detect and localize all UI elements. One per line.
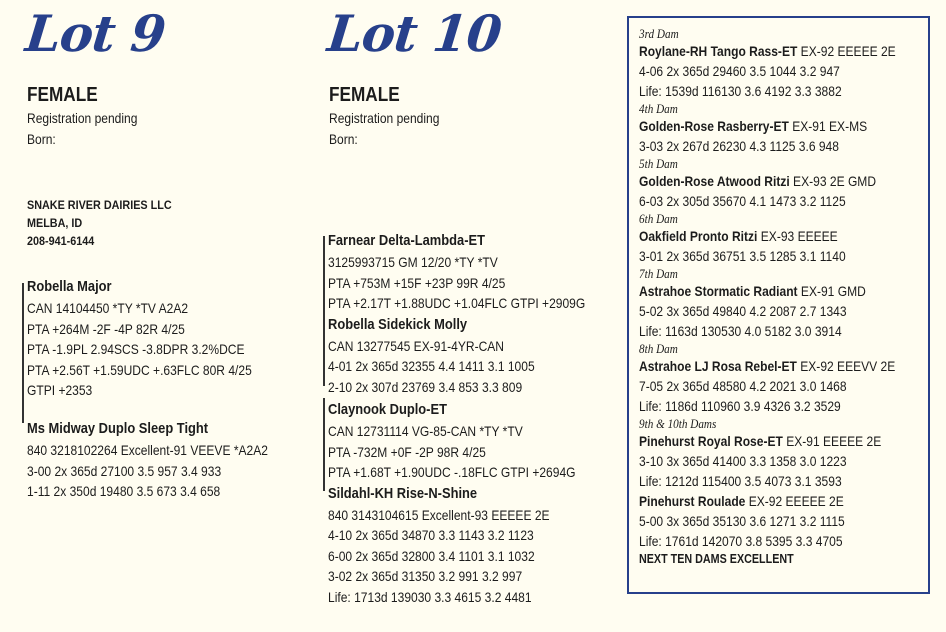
dam-name-text: Oakfield Pronto Ritzi bbox=[639, 228, 758, 244]
lot9-sire-block bbox=[27, 276, 252, 401]
dam-record: 3-03 2x 267d 26230 4.3 1125 3.6 948 bbox=[639, 138, 839, 154]
dam-record: 4-06 2x 365d 29460 3.5 1044 3.2 947 bbox=[639, 63, 840, 79]
pedigree-bracket bbox=[323, 398, 325, 491]
lot10-gdam-name: Sildahl-KH Rise-N-Shine bbox=[328, 484, 478, 502]
dam-name bbox=[639, 116, 896, 136]
dam-classification: EX-91 GMD bbox=[797, 283, 866, 299]
dam-name-text: Roylane-RH Tango Rass-ET bbox=[639, 43, 798, 59]
lot10-sire-line: 3125993715 GM 12/20 *TY *TV bbox=[328, 254, 498, 270]
dam-name bbox=[639, 171, 896, 191]
lot10-mgs-line: PTA -732M +0F -2P 98R 4/25 bbox=[328, 443, 486, 460]
lot10-registration: Registration pending bbox=[329, 110, 440, 126]
dam-generation: 6th Dam bbox=[639, 211, 678, 226]
lot10-dam-line: 2-10 2x 307d 23769 3.4 853 3.3 809 bbox=[328, 378, 523, 395]
lot10-dam-line: 4-01 2x 365d 32355 4.4 1411 3.1 1005 bbox=[328, 358, 535, 374]
lot10-sex: FEMALE bbox=[329, 84, 400, 106]
dam-generation: 7th Dam bbox=[639, 266, 678, 281]
dam-classification: EX-92 EEEVV 2E bbox=[796, 358, 896, 374]
breeder-phone: 208-941-6144 bbox=[27, 234, 95, 248]
lot9-sire-line: PTA +2.56T +1.59UDC +.63FLC 80R 4/25 bbox=[27, 361, 252, 378]
breeder-location: MELBA, ID bbox=[27, 216, 83, 230]
dam-generation: 3rd Dam bbox=[639, 26, 679, 41]
dam-footer-note: NEXT TEN DAMS EXCELLENT bbox=[639, 552, 794, 566]
lot10-sire-block bbox=[328, 230, 585, 607]
dam-record: Life: 1186d 110960 3.9 4326 3.2 3529 bbox=[639, 398, 841, 414]
lot9-dam-block bbox=[27, 418, 268, 502]
lot10-sire-line: PTA +753M +15F +23P 99R 4/25 bbox=[328, 274, 506, 291]
lot10-sire-name: Farnear Delta-Lambda-ET bbox=[328, 232, 485, 249]
lot10-gdam-line: Life: 1713d 139030 3.3 4615 3.2 4481 bbox=[328, 588, 532, 605]
breeder-name: SNAKE RIVER DAIRIES LLC bbox=[27, 198, 172, 212]
dam-generation: 9th & 10th Dams bbox=[639, 416, 717, 431]
dam-record: Life: 1163d 130530 4.0 5182 3.0 3914 bbox=[639, 323, 842, 339]
dam-name-text: Astrahoe Stormatic Radiant bbox=[639, 283, 798, 299]
dam-classification: EX-92 EEEEE 2E bbox=[745, 493, 844, 509]
dam-record: 3-01 2x 365d 36751 3.5 1285 3.1 1140 bbox=[639, 248, 846, 264]
lot9-registration: Registration pending bbox=[27, 110, 138, 126]
pedigree-bracket bbox=[323, 236, 325, 386]
dam-name-text: Pinehurst Roulade bbox=[639, 493, 746, 509]
dam-name bbox=[639, 431, 896, 451]
lot9-sire-line: CAN 14104450 *TY *TV A2A2 bbox=[27, 300, 189, 316]
dam-name bbox=[639, 226, 896, 246]
lot10-sire-line: PTA +2.17T +1.88UDC +1.04FLC GTPI +2909G bbox=[328, 295, 586, 311]
dam-generation: 5th Dam bbox=[639, 156, 678, 171]
lot9-sire-line: GTPI +2353 bbox=[27, 382, 93, 398]
dam-name-text: Astrahoe LJ Rosa Rebel-ET bbox=[639, 358, 797, 374]
lot9-dam-line: 840 3218102264 Excellent-91 VEEVE *A2A2 bbox=[27, 442, 268, 458]
lot10-gdam-line: 6-00 2x 365d 32800 3.4 1101 3.1 1032 bbox=[328, 547, 535, 564]
dam-name-text: Pinehurst Royal Rose-ET bbox=[639, 433, 783, 449]
lot10-dam-name: Robella Sidekick Molly bbox=[328, 315, 468, 333]
lot10-gdam-line: 4-10 2x 365d 34870 3.3 1143 3.2 1123 bbox=[328, 527, 534, 543]
lot9-born: Born: bbox=[27, 131, 56, 147]
dam-record: 5-00 3x 365d 35130 3.6 1271 3.2 1115 bbox=[639, 513, 845, 529]
lot9-sire-line: PTA -1.9PL 2.94SCS -3.8DPR 3.2%DCE bbox=[27, 341, 245, 357]
dam-history-box bbox=[627, 16, 930, 594]
lot10-dam-line: CAN 13277545 EX-91-4YR-CAN bbox=[328, 337, 505, 354]
lot10-mgs-name: Claynook Duplo-ET bbox=[328, 401, 447, 418]
dam-name bbox=[639, 491, 896, 511]
dam-generation: 8th Dam bbox=[639, 341, 678, 356]
dam-record: 6-03 2x 305d 35670 4.1 1473 3.2 1125 bbox=[639, 193, 846, 209]
lot10-gdam-line: 840 3143104615 Excellent-93 EEEEE 2E bbox=[328, 506, 550, 523]
dam-name bbox=[639, 281, 896, 301]
lot10-title: Lot 10 bbox=[324, 4, 504, 63]
dam-name-text: Golden-Rose Atwood Ritzi bbox=[639, 173, 790, 189]
lot9-sire-name: Robella Major bbox=[27, 278, 112, 295]
dam-record: Life: 1539d 116130 3.6 4192 3.3 3882 bbox=[639, 83, 842, 99]
dam-generation: 4th Dam bbox=[639, 101, 678, 116]
lot9-sex: FEMALE bbox=[27, 84, 98, 106]
lot10-born: Born: bbox=[329, 131, 358, 147]
lot9-dam-line: 1-11 2x 350d 19480 3.5 673 3.4 658 bbox=[27, 483, 221, 499]
dam-record: Life: 1761d 142070 3.8 5395 3.3 4705 bbox=[639, 533, 843, 549]
dam-history-list bbox=[639, 26, 896, 567]
dam-record: Life: 1212d 115400 3.5 4073 3.1 3593 bbox=[639, 473, 842, 489]
pedigree-bracket bbox=[22, 283, 24, 423]
lot10-mgs-line: PTA +1.68T +1.90UDC -.18FLC GTPI +2694G bbox=[328, 464, 576, 480]
lot9-breeder bbox=[27, 196, 172, 250]
lot10-gdam-line: 3-02 2x 365d 31350 3.2 991 3.2 997 bbox=[328, 568, 523, 584]
lot9-title: Lot 9 bbox=[22, 4, 168, 63]
dam-name-text: Golden-Rose Rasberry-ET bbox=[639, 118, 789, 134]
dam-classification: EX-93 EEEEE bbox=[757, 228, 838, 244]
dam-classification: EX-93 2E GMD bbox=[789, 173, 877, 189]
lot9-dam-line: 3-00 2x 365d 27100 3.5 957 3.4 933 bbox=[27, 462, 222, 479]
dam-record: 7-05 2x 365d 48580 4.2 2021 3.0 1468 bbox=[639, 378, 847, 394]
dam-record: 5-02 3x 365d 49840 4.2 2087 2.7 1343 bbox=[639, 303, 847, 319]
dam-record: 3-10 3x 365d 41400 3.3 1358 3.0 1223 bbox=[639, 453, 847, 469]
dam-classification: EX-92 EEEEE 2E bbox=[797, 43, 896, 59]
dam-classification: EX-91 EEEEE 2E bbox=[782, 433, 882, 449]
lot9-sire-line: PTA +264M -2F -4P 82R 4/25 bbox=[27, 320, 185, 337]
dam-classification: EX-91 EX-MS bbox=[788, 118, 868, 134]
lot9-dam-name: Ms Midway Duplo Sleep Tight bbox=[27, 420, 209, 437]
lot10-mgs-line: CAN 12731114 VG-85-CAN *TY *TV bbox=[328, 423, 523, 439]
dam-name bbox=[639, 41, 896, 61]
dam-name bbox=[639, 356, 896, 376]
